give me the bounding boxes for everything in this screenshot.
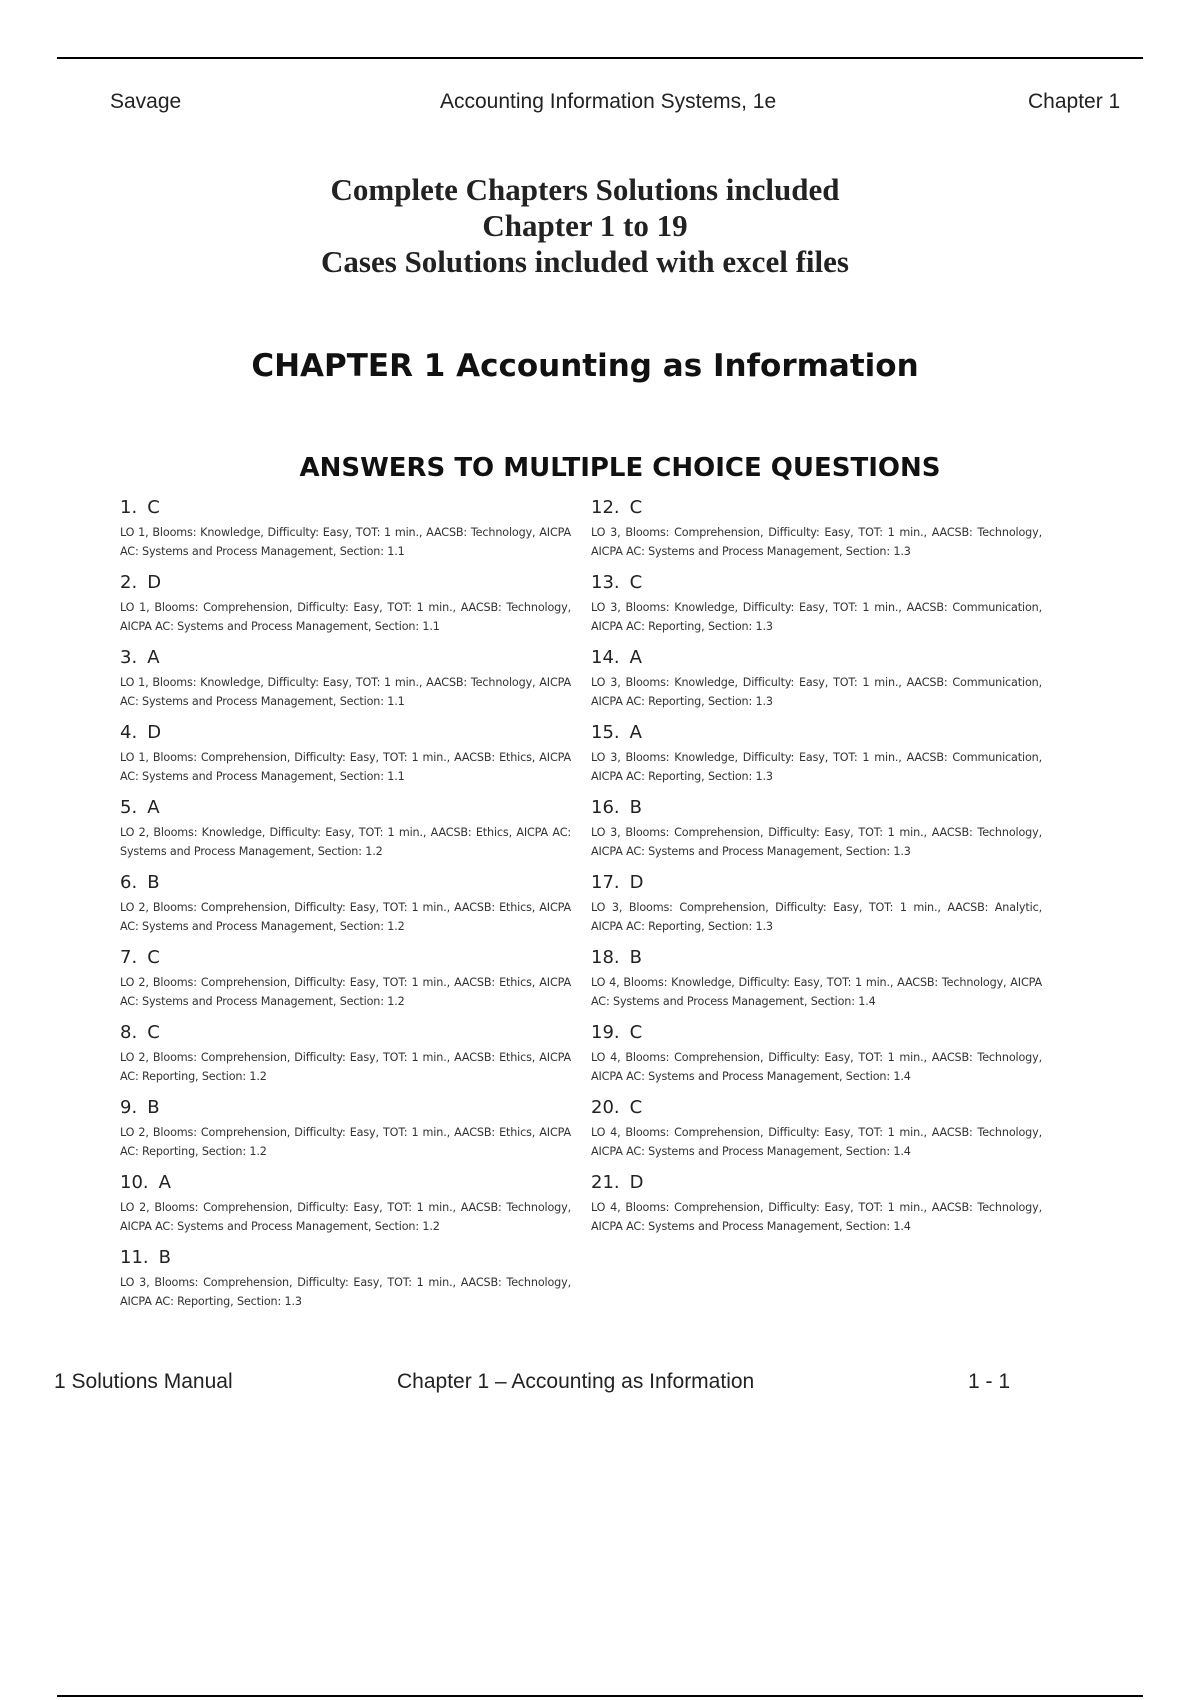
answer-number: 11.	[120, 1247, 149, 1268]
answer-metadata: LO 2, Blooms: Comprehension, Difficulty: Easy, TOT: 1 min., AACSB: Ethics, AICPA AC: Systems and Process Management, Section: 1.2	[120, 976, 571, 1008]
answer-metadata: LO 2, Blooms: Comprehension, Difficulty: Easy, TOT: 1 min., AACSB: Ethics, AICPA AC: Systems and Process Management, Section: 1.2	[120, 901, 571, 933]
answer-heading	[591, 796, 1042, 823]
answer-number: 13.	[591, 572, 620, 593]
answer-heading	[591, 721, 1042, 748]
answer-metadata: LO 2, Blooms: Comprehension, Difficulty: Easy, TOT: 1 min., AACSB: Ethics, AICPA AC: Reporting, Section: 1.2	[120, 1051, 571, 1083]
answer-letter: D	[147, 572, 162, 593]
answer-metadata: LO 4, Blooms: Comprehension, Difficulty: Easy, TOT: 1 min., AACSB: Technology, AICPA AC: Systems and Process Management, Section: 1.4	[591, 1051, 1042, 1083]
answer-item	[120, 946, 571, 1021]
footer-left: 1 Solutions Manual	[54, 1370, 233, 1393]
answer-item	[591, 1171, 1042, 1246]
answer-heading	[120, 721, 571, 748]
answer-item	[591, 1096, 1042, 1171]
answer-heading	[120, 1246, 571, 1273]
answer-letter: C	[629, 1097, 643, 1118]
answer-heading	[591, 646, 1042, 673]
answer-item	[120, 496, 571, 571]
answer-item	[120, 721, 571, 796]
answer-number: 8.	[120, 1022, 138, 1043]
answer-heading	[591, 1171, 1042, 1198]
header-chapter: Chapter 1	[1028, 90, 1121, 113]
answer-item	[120, 571, 571, 646]
answer-heading	[120, 1096, 571, 1123]
answer-heading	[120, 946, 571, 973]
answer-letter: C	[147, 497, 160, 518]
answer-number: 6.	[120, 872, 138, 893]
chapter-title: CHAPTER 1 Accounting as Information	[251, 348, 919, 384]
answer-heading	[120, 496, 571, 523]
answer-heading	[120, 796, 571, 823]
answer-metadata: LO 4, Blooms: Comprehension, Difficulty: Easy, TOT: 1 min., AACSB: Technology, AICPA AC: Systems and Process Management, Section: 1.4	[591, 1201, 1042, 1233]
answer-number: 5.	[120, 797, 138, 818]
answer-number: 7.	[120, 947, 138, 968]
answer-number: 12.	[591, 497, 620, 518]
answer-item	[120, 646, 571, 721]
answer-metadata: LO 1, Blooms: Knowledge, Difficulty: Easy, TOT: 1 min., AACSB: Technology, AICPA AC: Systems and Process Management, Section: 1.1	[120, 676, 571, 708]
answer-letter: A	[147, 797, 160, 818]
answer-item	[120, 871, 571, 946]
answer-letter: D	[629, 1172, 644, 1193]
answer-number: 15.	[591, 722, 620, 743]
answer-metadata: LO 2, Blooms: Comprehension, Difficulty: Easy, TOT: 1 min., AACSB: Technology, AICPA AC: Systems and Process Management, Section: 1.2	[120, 1201, 571, 1233]
answer-metadata: LO 3, Blooms: Knowledge, Difficulty: Easy, TOT: 1 min., AACSB: Communication, AICPA AC: Reporting, Section: 1.3	[591, 751, 1042, 783]
answer-letter: B	[158, 1247, 171, 1268]
answer-heading	[120, 1171, 571, 1198]
answer-number: 18.	[591, 947, 620, 968]
answer-list	[120, 496, 1040, 1321]
answer-letter: C	[147, 947, 160, 968]
answer-letter: C	[147, 1022, 160, 1043]
answer-metadata: LO 4, Blooms: Comprehension, Difficulty: Easy, TOT: 1 min., AACSB: Technology, AICPA AC: Systems and Process Management, Section: 1.4	[591, 1126, 1042, 1158]
header-book-title: Accounting Information Systems, 1e	[440, 90, 777, 113]
answer-metadata: LO 3, Blooms: Knowledge, Difficulty: Easy, TOT: 1 min., AACSB: Communication, AICPA AC: Reporting, Section: 1.3	[591, 601, 1042, 633]
answer-item	[120, 796, 571, 871]
answer-number: 17.	[591, 872, 620, 893]
section-title: ANSWERS TO MULTIPLE CHOICE QUESTIONS	[299, 453, 941, 483]
answer-metadata: LO 1, Blooms: Comprehension, Difficulty: Easy, TOT: 1 min., AACSB: Ethics, AICPA AC: Systems and Process Management, Section: 1.1	[120, 751, 571, 783]
answer-heading	[120, 646, 571, 673]
answer-letter: B	[629, 947, 642, 968]
footer-center: Chapter 1 – Accounting as Information	[397, 1370, 755, 1393]
intro-line-2: Chapter 1 to 19	[482, 208, 688, 243]
answer-item	[120, 1246, 571, 1321]
answer-item	[591, 571, 1042, 646]
answer-metadata: LO 3, Blooms: Comprehension, Difficulty: Easy, TOT: 1 min., AACSB: Technology, AICPA AC: Systems and Process Management, Section: 1.3	[591, 526, 1042, 558]
answer-letter: C	[629, 1022, 643, 1043]
answer-heading	[591, 571, 1042, 598]
answer-heading	[591, 1021, 1042, 1048]
answer-number: 14.	[591, 647, 620, 668]
answer-letter: B	[147, 1097, 160, 1118]
top-rule	[57, 57, 1143, 59]
answer-letter: C	[629, 572, 643, 593]
intro-line-1: Complete Chapters Solutions included	[330, 172, 840, 207]
answer-heading	[591, 1096, 1042, 1123]
answer-number: 21.	[591, 1172, 620, 1193]
answer-number: 2.	[120, 572, 138, 593]
answer-letter: C	[629, 497, 643, 518]
answer-item	[591, 871, 1042, 946]
answer-number: 20.	[591, 1097, 620, 1118]
answer-metadata: LO 3, Blooms: Comprehension, Difficulty: Easy, TOT: 1 min., AACSB: Analytic, AICPA AC: Reporting, Section: 1.3	[591, 901, 1042, 933]
answer-heading	[591, 946, 1042, 973]
answer-metadata: LO 4, Blooms: Knowledge, Difficulty: Easy, TOT: 1 min., AACSB: Technology, AICPA AC: Systems and Process Management, Section: 1.4	[591, 976, 1042, 1008]
answer-number: 4.	[120, 722, 138, 743]
answer-metadata: LO 1, Blooms: Comprehension, Difficulty: Easy, TOT: 1 min., AACSB: Technology, AICPA AC: Systems and Process Management, Section: 1.1	[120, 601, 571, 633]
answer-heading	[120, 1021, 571, 1048]
answer-item	[591, 496, 1042, 571]
answer-letter: A	[147, 647, 160, 668]
answer-letter: B	[147, 872, 160, 893]
answer-letter: A	[158, 1172, 171, 1193]
answer-number: 10.	[120, 1172, 149, 1193]
header-author: Savage	[110, 90, 182, 113]
answer-heading	[120, 571, 571, 598]
answer-letter: D	[629, 872, 644, 893]
answer-number: 16.	[591, 797, 620, 818]
answer-item	[120, 1021, 571, 1096]
answer-item	[591, 721, 1042, 796]
answer-number: 9.	[120, 1097, 138, 1118]
answer-number: 1.	[120, 497, 138, 518]
answer-letter: A	[629, 647, 642, 668]
answer-item	[591, 1021, 1042, 1096]
answer-metadata: LO 3, Blooms: Comprehension, Difficulty: Easy, TOT: 1 min., AACSB: Technology, AICPA AC: Reporting, Section: 1.3	[120, 1276, 571, 1308]
bottom-rule	[57, 1695, 1143, 1697]
answer-metadata: LO 2, Blooms: Comprehension, Difficulty: Easy, TOT: 1 min., AACSB: Ethics, AICPA AC: Reporting, Section: 1.2	[120, 1126, 571, 1158]
answer-heading	[591, 496, 1042, 523]
answer-item	[591, 946, 1042, 1021]
answer-number: 19.	[591, 1022, 620, 1043]
answer-item	[120, 1171, 571, 1246]
answer-letter: A	[629, 722, 642, 743]
answer-metadata: LO 1, Blooms: Knowledge, Difficulty: Easy, TOT: 1 min., AACSB: Technology, AICPA AC: Systems and Process Management, Section: 1.1	[120, 526, 571, 558]
answer-letter: D	[147, 722, 162, 743]
answer-item	[591, 646, 1042, 721]
intro-line-3: Cases Solutions included with excel files	[321, 244, 849, 279]
answer-metadata: LO 2, Blooms: Knowledge, Difficulty: Easy, TOT: 1 min., AACSB: Ethics, AICPA AC: Systems and Process Management, Section: 1.2	[120, 826, 571, 858]
answer-heading	[120, 871, 571, 898]
footer-page-number: 1 - 1	[968, 1370, 1011, 1393]
answer-metadata: LO 3, Blooms: Comprehension, Difficulty: Easy, TOT: 1 min., AACSB: Technology, AICPA AC: Systems and Process Management, Section: 1.3	[591, 826, 1042, 858]
answer-heading	[591, 871, 1042, 898]
intro-block	[0, 172, 1170, 280]
answer-number: 3.	[120, 647, 138, 668]
answer-item	[591, 796, 1042, 871]
answer-metadata: LO 3, Blooms: Knowledge, Difficulty: Easy, TOT: 1 min., AACSB: Communication, AICPA AC: Reporting, Section: 1.3	[591, 676, 1042, 708]
answer-letter: B	[629, 797, 642, 818]
answer-item	[120, 1096, 571, 1171]
